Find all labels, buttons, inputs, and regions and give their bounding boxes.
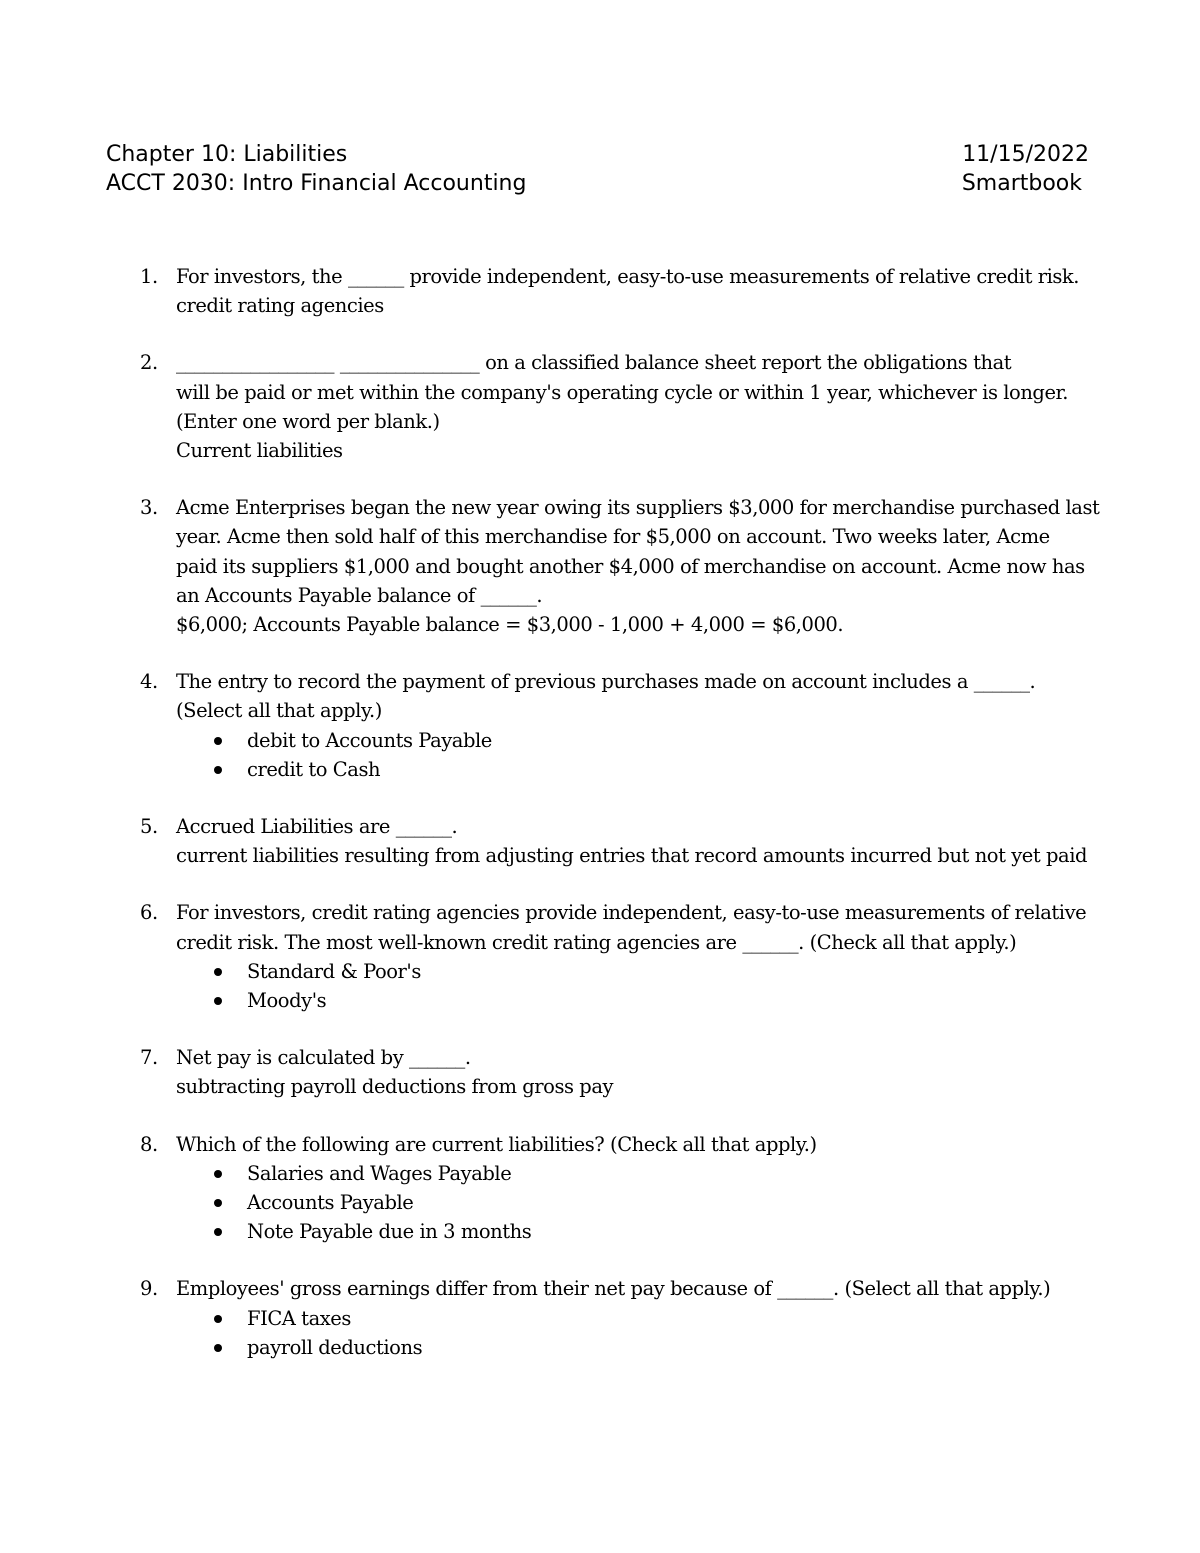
- question-number: 1.: [140, 265, 158, 288]
- question-item: [140, 812, 1100, 870]
- question-text-line: For investors, credit rating agencies provide independent, easy-to-use measurements of relative: [176, 901, 1087, 925]
- answer-item: [176, 1159, 1100, 1188]
- header-row-1: [106, 140, 1089, 169]
- header-row-2: [106, 169, 1089, 198]
- course-title: ACCT 2030: Intro Financial Accounting: [106, 171, 527, 196]
- question-number: 8.: [140, 1132, 158, 1156]
- bullet-icon: [214, 1170, 222, 1178]
- answer-item: [176, 1188, 1100, 1217]
- answer-list: [176, 1159, 1100, 1247]
- question-number: 3.: [140, 496, 158, 520]
- question-number: 4.: [140, 670, 158, 694]
- answer-text: Note Payable due in 3 months: [247, 1220, 532, 1244]
- question-text-line: Which of the following are current liabilities? (Check all that apply.): [176, 1132, 817, 1156]
- question-text-line: Net pay is calculated by ______.: [176, 1046, 471, 1070]
- answer-list: [176, 726, 1100, 784]
- answer-text: Salaries and Wages Payable: [247, 1161, 512, 1185]
- bullet-icon: [214, 968, 222, 976]
- question-text-line: will be paid or met within the company's operating cycle or within 1 year, whichever is longer.: [176, 380, 1069, 404]
- question-text-line: Current liabilities: [176, 439, 343, 463]
- question-text-line: Acme Enterprises began the new year owing its suppliers $3,000 for merchandise purchased last: [176, 496, 1100, 520]
- bullet-icon: [214, 1315, 222, 1323]
- answer-text: debit to Accounts Payable: [247, 728, 492, 752]
- question-number: 2.: [140, 351, 158, 375]
- question-item: [140, 1043, 1100, 1101]
- question-text-line: subtracting payroll deductions from gross pay: [176, 1075, 614, 1099]
- answer-item: [176, 755, 1100, 784]
- answer-text: Moody's: [247, 989, 327, 1013]
- bullet-icon: [214, 1199, 222, 1207]
- answer-list: [176, 1304, 1100, 1362]
- answer-text: Accounts Payable: [247, 1191, 414, 1215]
- question-text-line: Employees' gross earnings differ from their net pay because of ______. (Select all that apply.): [176, 1277, 1051, 1301]
- answer-item: [176, 1217, 1100, 1246]
- question-text-line: current liabilities resulting from adjusting entries that record amounts incurred but not yet paid: [176, 844, 1088, 868]
- document-header: [106, 140, 1089, 198]
- question-text-line: _________________ _______________ on a classified balance sheet report the obligations that: [176, 351, 1012, 375]
- source-label: Smartbook: [961, 171, 1082, 196]
- question-item: [140, 667, 1100, 784]
- bullet-icon: [214, 1344, 222, 1352]
- answer-text: Standard & Poor's: [247, 959, 421, 983]
- answer-item: [176, 1304, 1100, 1333]
- answer-text: payroll deductions: [247, 1335, 423, 1359]
- document-date: 11/15/2022: [962, 142, 1089, 167]
- bullet-icon: [214, 737, 222, 745]
- answer-list: [176, 957, 1100, 1015]
- question-item: [140, 1274, 1100, 1362]
- question-text-line: paid its suppliers $1,000 and bought another $4,000 of merchandise on account. Acme now has: [176, 554, 1085, 578]
- question-number: 6.: [140, 901, 158, 925]
- bullet-icon: [214, 766, 222, 774]
- answer-item: [176, 986, 1100, 1015]
- question-text-line: $6,000; Accounts Payable balance = $3,000 - 1,000 + 4,000 = $6,000.: [176, 613, 844, 637]
- question-text-line: For investors, the ______ provide independent, easy-to-use measurements of relative credit risk.: [176, 265, 1080, 288]
- question-list: [140, 262, 1100, 1390]
- question-text-line: credit rating agencies: [176, 294, 384, 318]
- answer-text: FICA taxes: [247, 1306, 351, 1330]
- question-item: [140, 262, 1100, 320]
- answer-item: [176, 1333, 1100, 1362]
- bullet-icon: [214, 997, 222, 1005]
- question-item: [140, 348, 1100, 465]
- question-text-line: credit risk. The most well-known credit rating agencies are ______. (Check all that apply.): [176, 930, 1017, 954]
- question-text-line: The entry to record the payment of previous purchases made on account includes a ______.: [176, 670, 1036, 694]
- chapter-title: Chapter 10: Liabilities: [106, 142, 348, 167]
- question-item: [140, 1130, 1100, 1247]
- answer-item: [176, 726, 1100, 755]
- question-number: 9.: [140, 1277, 158, 1301]
- question-text-line: (Select all that apply.): [176, 699, 382, 723]
- question-text-line: year. Acme then sold half of this merchandise for $5,000 on account. Two weeks later, Acme: [176, 525, 1050, 549]
- bullet-icon: [214, 1228, 222, 1236]
- question-number: 5.: [140, 815, 158, 839]
- answer-item: [176, 957, 1100, 986]
- question-number: 7.: [140, 1046, 158, 1070]
- question-text-line: Accrued Liabilities are ______.: [176, 815, 458, 839]
- question-item: [140, 898, 1100, 1015]
- answer-text: credit to Cash: [247, 757, 381, 781]
- question-item: [140, 493, 1100, 639]
- question-text-line: (Enter one word per blank.): [176, 409, 440, 433]
- question-text-line: an Accounts Payable balance of ______.: [176, 583, 543, 607]
